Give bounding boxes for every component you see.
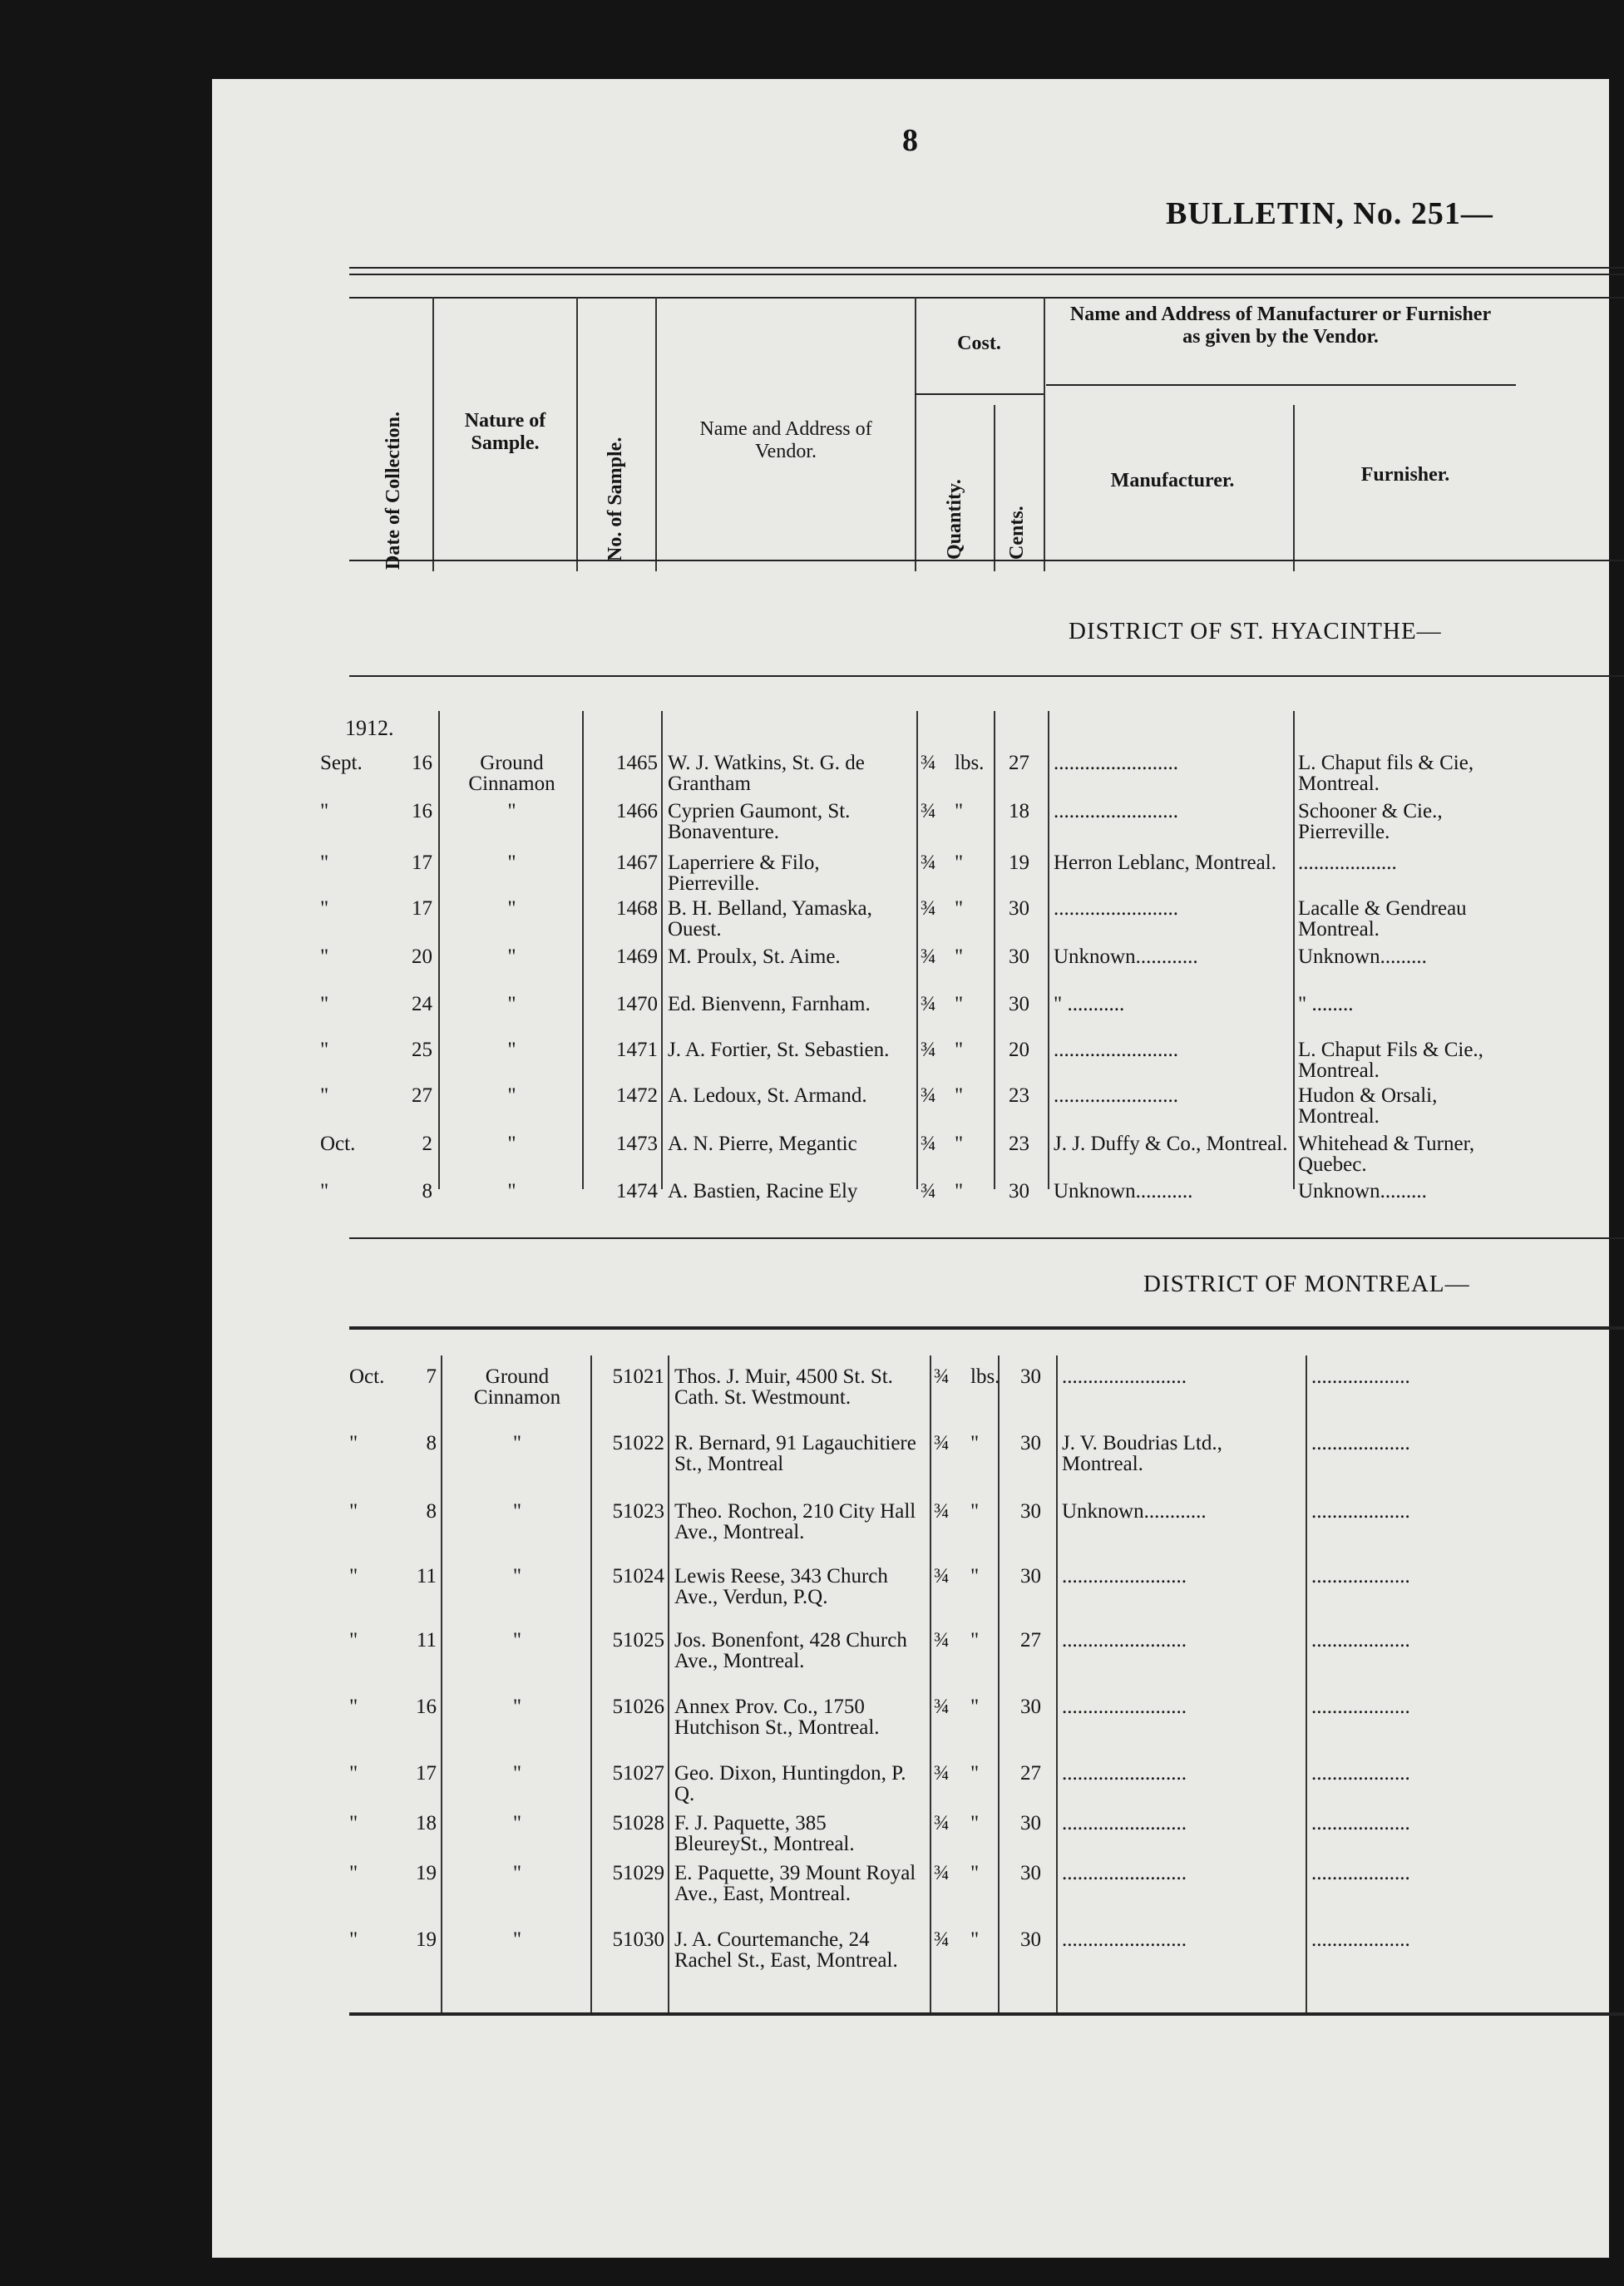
cost-cents: 20 (1009, 1039, 1029, 1061)
date-day: 8 (422, 1180, 432, 1202)
furnisher: " ........ (1298, 993, 1354, 1015)
quantity: ¾ (921, 1084, 936, 1107)
sample-nature: " (507, 897, 516, 920)
date-day: 16 (416, 1696, 437, 1718)
sample-number: 51025 (612, 1629, 664, 1652)
furnisher: ................... (1311, 1928, 1410, 1951)
sample-number: 51021 (612, 1365, 664, 1388)
quantity-unit: lbs. (970, 1365, 1000, 1388)
sample-number: 1467 (616, 852, 658, 874)
date-day: 27 (412, 1084, 432, 1107)
sample-number: 51026 (612, 1696, 664, 1718)
vendor-name: A. Bastien, Racine Ely (668, 1180, 858, 1202)
page-number: 8 (902, 123, 918, 158)
date-day: 20 (412, 946, 432, 968)
manufacturer: ........................ (1054, 897, 1178, 920)
sample-number: 1465 (616, 752, 658, 774)
header-rule-3 (349, 297, 1624, 299)
furnisher: ................... (1311, 1696, 1410, 1718)
sample-nature: " (507, 1180, 516, 1202)
furnisher: Schooner & Cie., Pierreville. (1298, 800, 1443, 843)
furnisher: L. Chaput fils & Cie, Montreal. (1298, 752, 1474, 795)
quantity: ¾ (921, 1039, 936, 1061)
header-cost: Cost. (957, 333, 1001, 354)
furnisher: Whitehead & Turner, Quebec. (1298, 1133, 1475, 1176)
date-month: " (349, 1696, 358, 1718)
vendor-name: A. Ledoux, St. Armand. (668, 1084, 867, 1107)
col-sep (1056, 1355, 1058, 2012)
year-label: 1912. (345, 716, 394, 740)
sample-nature: " (512, 1812, 522, 1834)
sample-number: 51022 (612, 1432, 664, 1454)
sample-number: 1472 (616, 1084, 658, 1107)
furnisher: ................... (1311, 1629, 1410, 1652)
col-sep (998, 1355, 1000, 2012)
furnisher: ................... (1311, 1565, 1410, 1587)
date-day: 7 (426, 1365, 437, 1388)
vendor-name: J. A. Fortier, St. Sebastien. (668, 1039, 890, 1061)
sample-number: 51023 (612, 1500, 664, 1523)
sample-nature: " (512, 1928, 522, 1951)
manufacturer: ........................ (1062, 1629, 1187, 1652)
sample-number: 51028 (612, 1812, 664, 1834)
header-nature: Nature of Sample. (464, 410, 546, 454)
manufacturer: ........................ (1062, 1365, 1187, 1388)
col-sep (582, 711, 584, 1189)
quantity-unit: " (970, 1812, 980, 1834)
date-month: " (349, 1812, 358, 1834)
date-month: " (320, 1039, 329, 1061)
header-rule-top-2 (349, 274, 1624, 275)
sample-number: 1470 (616, 993, 658, 1015)
manufacturer: ........................ (1054, 1084, 1178, 1107)
quantity: ¾ (921, 852, 936, 874)
col-sep (930, 1355, 931, 2012)
manufacturer: ........................ (1062, 1565, 1187, 1587)
col-sep (1306, 1355, 1307, 2012)
sample-number: 1469 (616, 946, 658, 968)
quantity: ¾ (921, 800, 936, 822)
date-day: 19 (416, 1862, 437, 1884)
sample-number: 51029 (612, 1862, 664, 1884)
cost-cents: 30 (1009, 1180, 1029, 1202)
manufacturer: ........................ (1054, 1039, 1178, 1061)
furnisher: ................... (1298, 852, 1397, 874)
quantity: ¾ (921, 752, 936, 774)
vendor-name: Cyprien Gaumont, St. Bonaventure. (668, 800, 851, 843)
manufacturer: ........................ (1062, 1762, 1187, 1785)
quantity: ¾ (934, 1432, 950, 1454)
furnisher: ................... (1311, 1762, 1410, 1785)
sample-nature: " (507, 852, 516, 874)
vendor-name: Lewis Reese, 343 Church Ave., Verdun, P.Q. (674, 1565, 888, 1608)
quantity: ¾ (934, 1500, 950, 1523)
sample-nature: " (507, 800, 516, 822)
vendor-name: B. H. Belland, Yamaska, Ouest. (668, 897, 872, 941)
quantity-unit: " (955, 1180, 964, 1202)
quantity: ¾ (934, 1365, 950, 1388)
date-month: Oct. (349, 1365, 385, 1388)
date-month: " (349, 1928, 358, 1951)
furnisher: Unknown......... (1298, 946, 1427, 968)
cost-cents: 18 (1009, 800, 1029, 822)
date-month: " (349, 1629, 358, 1652)
col-sep (441, 1355, 442, 2012)
sample-nature: " (507, 993, 516, 1015)
date-month: " (349, 1500, 358, 1523)
manufacturer: ........................ (1062, 1928, 1187, 1951)
quantity-unit: " (970, 1862, 980, 1884)
manufacturer: J. V. Boudrias Ltd., Montreal. (1062, 1432, 1222, 1475)
date-day: 8 (426, 1500, 437, 1523)
cost-cents: 27 (1009, 752, 1029, 774)
manufacturer: ........................ (1054, 800, 1178, 822)
vendor-name: Geo. Dixon, Huntingdon, P. Q. (674, 1762, 906, 1805)
date-day: 24 (412, 993, 432, 1015)
header-rule-top (349, 267, 1624, 269)
manufacturer: ........................ (1062, 1812, 1187, 1834)
furnisher: Hudon & Orsali, Montreal. (1298, 1084, 1438, 1128)
vendor-name: J. A. Courtemanche, 24 Rachel St., East, Montreal. (674, 1928, 898, 1972)
cost-cents: 27 (1020, 1629, 1041, 1652)
sample-nature: " (512, 1862, 522, 1884)
section-rule (349, 675, 1624, 677)
furnisher: ................... (1311, 1862, 1410, 1884)
col-sep (590, 1355, 592, 2012)
date-day: 11 (416, 1629, 437, 1652)
col-sep (668, 1355, 669, 2012)
quantity-unit: " (970, 1565, 980, 1587)
vendor-name: M. Proulx, St. Aime. (668, 946, 841, 968)
date-day: 25 (412, 1039, 432, 1061)
cost-cents: 30 (1009, 993, 1029, 1015)
quantity-unit: " (955, 897, 964, 920)
manufacturer: ........................ (1062, 1696, 1187, 1718)
cost-cents: 30 (1020, 1500, 1041, 1523)
sample-nature: " (512, 1432, 522, 1454)
col-sep (916, 711, 918, 1189)
manufacturer: Unknown............ (1054, 946, 1198, 968)
vendor-name: A. N. Pierre, Megantic (668, 1133, 857, 1155)
furnisher: Unknown......... (1298, 1180, 1427, 1202)
sample-number: 1473 (616, 1133, 658, 1155)
vendor-name: Thos. J. Muir, 4500 St. St. Cath. St. Westmount. (674, 1365, 893, 1409)
table-bottom-rule (349, 2012, 1624, 2016)
vendor-name: F. J. Paquette, 385 BleureySt., Montreal. (674, 1812, 855, 1855)
date-month: " (320, 946, 329, 968)
date-day: 17 (412, 897, 432, 920)
date-day: 16 (412, 800, 432, 822)
sample-nature: " (512, 1500, 522, 1523)
header-date: Date of Collection. (383, 412, 404, 570)
quantity-unit: " (970, 1928, 980, 1951)
section-rule (349, 1237, 1624, 1239)
vendor-name: E. Paquette, 39 Mount Royal Ave., East, Montreal. (674, 1862, 916, 1905)
header-manufacturer: Manufacturer. (1110, 470, 1235, 491)
sample-nature: " (507, 1084, 516, 1107)
date-month: " (349, 1862, 358, 1884)
sample-nature: " (507, 1133, 516, 1155)
cost-rule (915, 393, 1044, 395)
quantity-unit: " (955, 993, 964, 1015)
header-cents: Cents. (1006, 506, 1028, 560)
furnisher: ................... (1311, 1432, 1410, 1454)
date-day: 18 (416, 1812, 437, 1834)
col-sep (661, 711, 663, 1189)
header-maker-group: Name and Address of Manufacturer or Furnisher as given by the Vendor. (1069, 304, 1492, 348)
quantity: ¾ (921, 946, 936, 968)
quantity-unit: lbs. (955, 752, 985, 774)
bulletin-title: BULLETIN, No. 251— (1166, 196, 1493, 231)
sample-number: 1468 (616, 897, 658, 920)
date-month: Oct. (320, 1133, 356, 1155)
header-col-sep (432, 297, 434, 571)
furnisher: ................... (1311, 1500, 1410, 1523)
date-month: " (320, 852, 329, 874)
manufacturer: Unknown........... (1054, 1180, 1193, 1202)
manufacturer: " ........... (1054, 993, 1125, 1015)
vendor-name: Jos. Bonenfont, 428 Church Ave., Montreal. (674, 1629, 907, 1672)
sample-number: 1466 (616, 800, 658, 822)
cost-cents: 23 (1009, 1133, 1029, 1155)
district-heading: DISTRICT OF MONTREAL— (1143, 1271, 1470, 1297)
furnisher: ................... (1311, 1812, 1410, 1834)
quantity-unit: " (955, 1039, 964, 1061)
sample-nature: Ground Cinnamon (473, 1365, 561, 1409)
furnisher: Lacalle & Gendreau Montreal. (1298, 897, 1467, 941)
quantity-unit: " (955, 1133, 964, 1155)
quantity-unit: " (955, 852, 964, 874)
sample-nature: " (512, 1696, 522, 1718)
manufacturer: J. J. Duffy & Co., Montreal. (1054, 1133, 1288, 1155)
col-sep (1293, 711, 1295, 1189)
quantity-unit: " (970, 1500, 980, 1523)
quantity: ¾ (921, 1180, 936, 1202)
quantity: ¾ (921, 1133, 936, 1155)
quantity: ¾ (934, 1696, 950, 1718)
date-month: " (349, 1565, 358, 1587)
document-page (212, 79, 1609, 2258)
header-vendor: Name and Address of Vendor. (699, 418, 872, 462)
cost-cents: 30 (1020, 1812, 1041, 1834)
sample-number: 1471 (616, 1039, 658, 1061)
sample-number: 51027 (612, 1762, 664, 1785)
header-col-sep (915, 297, 916, 571)
sample-nature: Ground Cinnamon (468, 752, 555, 795)
manufacturer: ........................ (1054, 752, 1178, 774)
quantity: ¾ (934, 1812, 950, 1834)
header-col-sep (994, 405, 995, 571)
date-month: " (320, 1084, 329, 1107)
maker-rule (1046, 384, 1516, 386)
quantity: ¾ (921, 993, 936, 1015)
sample-number: 51030 (612, 1928, 664, 1951)
header-col-sep (1044, 297, 1045, 571)
manufacturer: Unknown............ (1062, 1500, 1207, 1523)
sample-nature: " (507, 946, 516, 968)
date-day: 16 (412, 752, 432, 774)
quantity: ¾ (934, 1565, 950, 1587)
quantity: ¾ (934, 1762, 950, 1785)
vendor-name: Annex Prov. Co., 1750 Hutchison St., Montreal. (674, 1696, 880, 1739)
manufacturer: ........................ (1062, 1862, 1187, 1884)
sample-number: 51024 (612, 1565, 664, 1587)
quantity-unit: " (970, 1432, 980, 1454)
date-day: 17 (416, 1762, 437, 1785)
col-sep (438, 711, 440, 1189)
section-rule (349, 1326, 1624, 1330)
header-rule-bottom (349, 560, 1624, 561)
cost-cents: 30 (1009, 946, 1029, 968)
furnisher: ................... (1311, 1365, 1410, 1388)
date-month: " (320, 1180, 329, 1202)
vendor-name: W. J. Watkins, St. G. de Grantham (668, 752, 865, 795)
quantity: ¾ (921, 897, 936, 920)
header-col-sep (1293, 405, 1295, 571)
cost-cents: 19 (1009, 852, 1029, 874)
cost-cents: 30 (1020, 1365, 1041, 1388)
quantity-unit: " (955, 800, 964, 822)
date-month: " (349, 1762, 358, 1785)
cost-cents: 30 (1020, 1862, 1041, 1884)
cost-cents: 27 (1020, 1762, 1041, 1785)
date-month: " (349, 1432, 358, 1454)
cost-cents: 30 (1009, 897, 1029, 920)
quantity-unit: " (970, 1762, 980, 1785)
sample-nature: " (512, 1762, 522, 1785)
date-day: 17 (412, 852, 432, 874)
header-number: No. of Sample. (605, 437, 626, 561)
quantity-unit: " (955, 1084, 964, 1107)
furnisher: L. Chaput Fils & Cie., Montreal. (1298, 1039, 1483, 1082)
date-day: 11 (416, 1565, 437, 1587)
district-heading: DISTRICT OF ST. HYACINTHE— (1069, 618, 1442, 644)
sample-nature: " (512, 1565, 522, 1587)
cost-cents: 30 (1020, 1928, 1041, 1951)
header-col-sep (576, 297, 578, 571)
sample-nature: " (507, 1039, 516, 1061)
quantity: ¾ (934, 1629, 950, 1652)
vendor-name: R. Bernard, 91 Lagauchitiere St., Montreal (674, 1432, 916, 1475)
vendor-name: Laperriere & Filo, Pierreville. (668, 852, 820, 895)
vendor-name: Theo. Rochon, 210 City Hall Ave., Montreal. (674, 1500, 916, 1543)
date-day: 8 (426, 1432, 437, 1454)
quantity-unit: " (970, 1696, 980, 1718)
date-day: 2 (422, 1133, 432, 1155)
quantity-unit: " (970, 1629, 980, 1652)
sample-nature: " (512, 1629, 522, 1652)
header-quantity: Quantity. (944, 479, 965, 560)
header-furnisher: Furnisher. (1360, 464, 1450, 486)
cost-cents: 30 (1020, 1432, 1041, 1454)
quantity: ¾ (934, 1862, 950, 1884)
date-day: 19 (416, 1928, 437, 1951)
date-month: Sept. (320, 752, 363, 774)
vendor-name: Ed. Bienvenn, Farnham. (668, 993, 871, 1015)
header-col-sep (655, 297, 657, 571)
quantity: ¾ (934, 1928, 950, 1951)
date-month: " (320, 897, 329, 920)
cost-cents: 30 (1020, 1565, 1041, 1587)
date-month: " (320, 800, 329, 822)
sample-number: 1474 (616, 1180, 658, 1202)
cost-cents: 23 (1009, 1084, 1029, 1107)
cost-cents: 30 (1020, 1696, 1041, 1718)
manufacturer: Herron Leblanc, Montreal. (1054, 852, 1276, 874)
quantity-unit: " (955, 946, 964, 968)
date-month: " (320, 993, 329, 1015)
